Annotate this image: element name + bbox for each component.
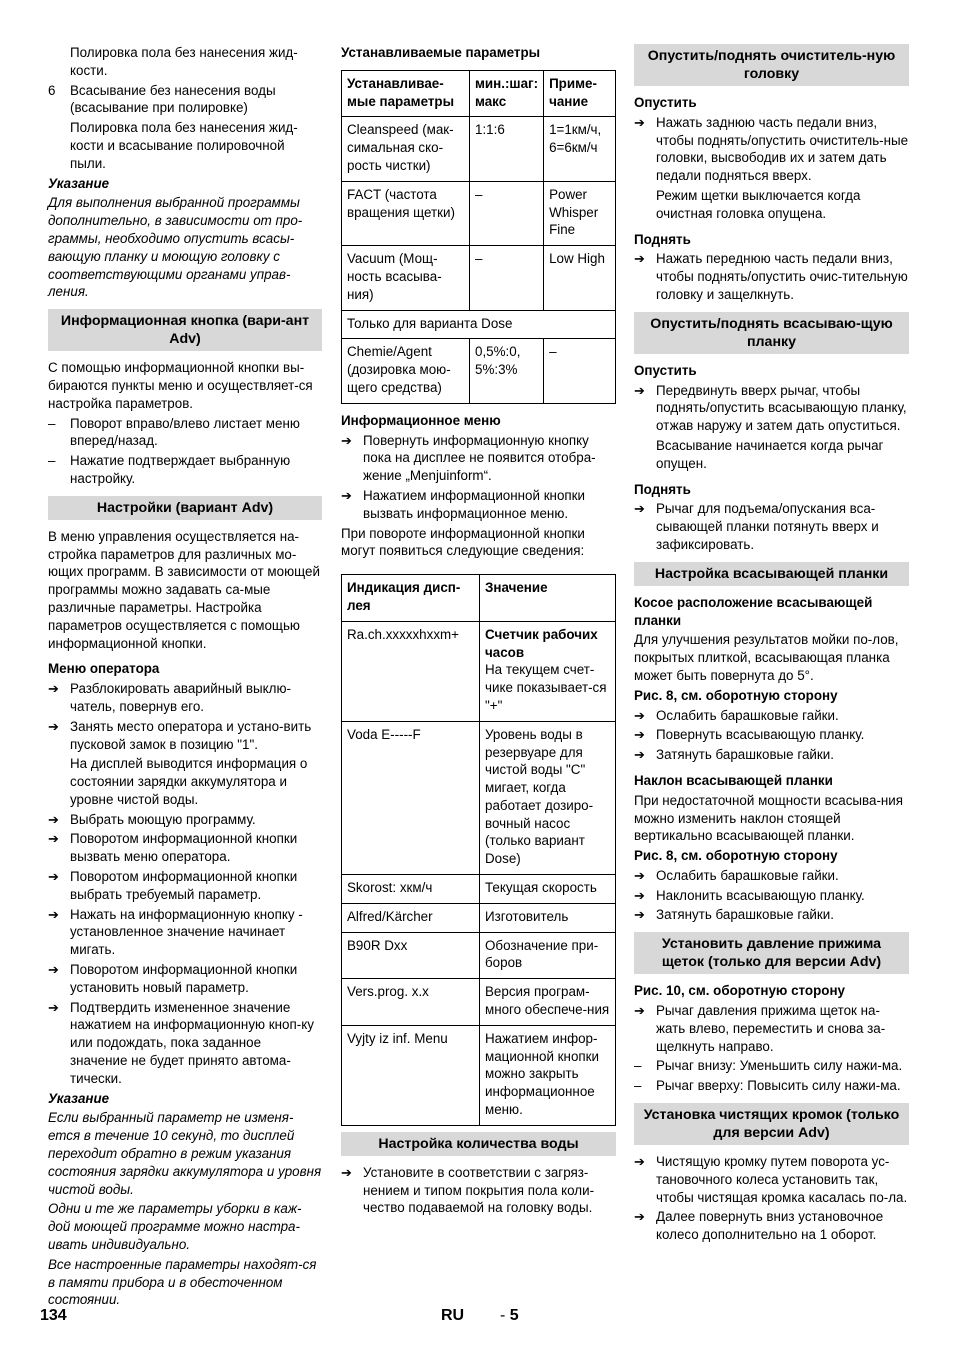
- step-item: ➔ Нажатием информационной кнопки вызвать информационное меню.: [341, 487, 585, 521]
- note-text: Если выбранный параметр не изменя-ется в течение 10 секунд, то дисплей переходит обратно в режим указания состояния зарядки аккумулятора и уровня чистой воды.: [48, 1110, 322, 1197]
- arrow-icon: ➔: [341, 1164, 352, 1180]
- step-item: ➔ Затянуть барашковые гайки.: [634, 907, 834, 923]
- paragraph: На дисплей выводится информация о состоянии зарядки аккумулятора и уровне чистой воды.: [70, 756, 308, 807]
- arrow-icon: ➔: [341, 432, 352, 448]
- arrow-icon: ➔: [341, 487, 352, 503]
- step-item: ➔ Рычаг для подъема/опускания вса-сывающей планки потянуть вверх и зафиксировать.: [634, 501, 879, 552]
- step-item: ➔ Выбрать моющую программу.: [48, 811, 256, 827]
- table-row: Ra.ch.xxxxxhxxm+ Счетчик рабочих часов На текущем счет-чике показывает-ся "+": [342, 621, 616, 721]
- arrow-icon: ➔: [634, 747, 645, 763]
- arrow-icon: ➔: [48, 681, 59, 697]
- note-text: Для выполнения выбранной программы дополнительно, в зависимости от про-граммы, необходимо опустить всасы-вающую планку и моющую головку с соответствующими органами управ-ления.: [48, 195, 303, 300]
- step-item: ➔ Далее повернуть вниз установочное колесо дополнительно на 1 оборот.: [634, 1209, 884, 1243]
- paragraph: Всасывание начинается когда рычаг опущен.: [656, 437, 884, 471]
- arrow-icon: ➔: [634, 382, 645, 398]
- params-table: [341, 70, 616, 404]
- note-text: Все настроенные параметры находят-ся в памяти прибора и в обесточенном состоянии.: [48, 1256, 317, 1308]
- arrow-icon: ➔: [634, 1209, 645, 1225]
- subheading: Поднять: [634, 481, 691, 497]
- paragraph: Для улучшения результатов мойки по-лов, покрытых плиткой, всасывающая планка может быть повернута до 5°.: [634, 632, 899, 683]
- table-header-row: Индикация дисп-лея Значение: [342, 575, 616, 622]
- dash-item: – Нажатие подтверждает выбранную настройку.: [48, 453, 291, 486]
- table-row: Skorost: хкм/ч Текущая скорость: [342, 875, 616, 904]
- arrow-icon: ➔: [634, 1003, 645, 1019]
- arrow-icon: ➔: [634, 887, 645, 903]
- step-item: ➔ Ослабить барашковые гайки.: [634, 867, 839, 883]
- page-number: 134: [40, 1307, 67, 1324]
- step-item: ➔ Нажать на информационную кнопку - установленное значение начинает мигать.: [48, 906, 303, 958]
- note-title: Указание: [48, 175, 110, 191]
- table-row: Только для варианта Dose: [342, 310, 616, 339]
- step-item: ➔ Рычаг давления прижима щеток на-жать влево, переместить и снова за-щелкнуть направо.: [634, 1003, 886, 1054]
- figure-ref: Рис. 10, см. оборотную сторону: [634, 983, 845, 999]
- step-item: ➔ Чистящую кромку путем поворота ус-тановочного колеса установить так, чтобы чистящая кромка касалась по-ла.: [634, 1154, 908, 1205]
- language-code: RU: [441, 1307, 465, 1324]
- dash-item: – Поворот вправо/влево листает меню вперед/назад.: [48, 415, 300, 449]
- paragraph: В меню управления осуществляется на-стройка параметров для различных мо-ющих программ. В зависимости от моющей программы можно задавать са-мые различные параметры. Настройка параметров осуществляется с помощью информационной кнопки.: [48, 528, 320, 651]
- dash-item: – Рычаг вверху: Повысить силу нажи-ма.: [634, 1078, 901, 1094]
- section-title-info-button: Информационная кнопка (вари-ант Adv): [48, 309, 322, 351]
- section-title-water: Настройка количества воды: [341, 1132, 616, 1156]
- arrow-icon: ➔: [48, 906, 59, 922]
- step-item: ➔ Установите в соответствии с загряз-нением и типом покрытия пола коли-чество подаваемой на головку воды.: [341, 1164, 595, 1216]
- arrow-icon: ➔: [634, 114, 645, 130]
- paragraph: Полировка пола без нанесения жид-кости.: [70, 45, 298, 78]
- section-title-squeegee-setting: Настройка всасывающей планки: [634, 562, 909, 586]
- table-row: Vers.prog. x.x Версия програм-много обеспече-ния: [342, 979, 616, 1026]
- paragraph: С помощью информационной кнопки вы-бираются пункты меню и осуществляет-ся настройка параметров.: [48, 360, 313, 411]
- paragraph: Полировка пола без нанесения жид-кости и всасывание полировочной пыли.: [70, 120, 298, 171]
- subheading: Наклон всасывающей планки: [634, 772, 833, 788]
- arrow-icon: ➔: [48, 811, 59, 827]
- arrow-icon: ➔: [634, 707, 645, 723]
- section-number: - 5: [500, 1307, 519, 1324]
- table-row: FACT (частота вращения щетки) – Power Whisper Fine: [342, 181, 616, 245]
- table-row: B90R Dxx Обозначение при-боров: [342, 932, 616, 979]
- subheading-params: Устанавливаемые параметры: [341, 45, 541, 60]
- table-header-row: Устанавливае-мые параметры мин.:шаг: макс Приме-чание: [342, 70, 616, 117]
- subheading: Косое расположение всасывающей планки: [634, 594, 873, 628]
- table-row: Alfred/Kärcher Изготовитель: [342, 903, 616, 932]
- figure-ref: Рис. 8, см. оборотную сторону: [634, 848, 838, 864]
- arrow-icon: ➔: [48, 718, 59, 734]
- step-item: ➔ Подтвердить измененное значение нажатием на информационную кноп-ку или подождать, пока заданное значение не будет принято автома-тически.: [48, 999, 314, 1086]
- step-item: ➔ Поворотом информационной кнопки установить новый параметр.: [48, 962, 298, 995]
- step-item: ➔ Повернуть информационную кнопку пока на дисплее не появится отобра-жение „Menjuinform“.: [341, 432, 596, 484]
- column-3: [634, 44, 909, 1246]
- display-table: [341, 574, 616, 1126]
- step-item: ➔ Поворотом информационной кнопки вызвать меню оператора.: [48, 831, 298, 865]
- step-item: ➔ Наклонить всасывающую планку.: [634, 887, 865, 903]
- arrow-icon: ➔: [634, 907, 645, 923]
- arrow-icon: ➔: [48, 962, 59, 978]
- step-item: ➔ Затянуть барашковые гайки.: [634, 747, 834, 763]
- subheading: Опустить: [634, 362, 697, 378]
- step-item: ➔ Разблокировать аварийный выклю-чатель, повернув его.: [48, 681, 291, 714]
- dash-item: – Рычаг внизу: Уменьшить силу нажи-ма.: [634, 1058, 903, 1074]
- table-row: Vacuum (Мощ-ность всасыва-ния) – Low High: [342, 246, 616, 310]
- note-title: Указание: [48, 1090, 110, 1106]
- arrow-icon: ➔: [634, 501, 645, 517]
- column-1: [48, 44, 322, 1311]
- subheading: Опустить: [634, 95, 697, 110]
- arrow-icon: ➔: [48, 831, 59, 847]
- table-row: Vyjty iz inf. Menu Нажатием инфор-мационной кнопки можно закрыть информационное меню.: [342, 1025, 616, 1125]
- arrow-icon: ➔: [48, 869, 59, 885]
- step-item: ➔ Нажать переднюю часть педали вниз, чтобы поднять/опустить очис-тительную головку и защелкнуть.: [634, 251, 908, 302]
- figure-ref: Рис. 8, см. оборотную сторону: [634, 687, 838, 703]
- section-title-cleaning-head: Опустить/поднять очиститель-ную головку: [634, 44, 909, 86]
- column-2: [341, 44, 616, 1219]
- section-title-squeegee: Опустить/поднять всасываю-щую планку: [634, 312, 909, 354]
- step-item: ➔ Нажать заднюю часть педали вниз, чтобы поднять/опустить очиститель-ные головки, высвободив их и затем дать педали подняться вверх.: [634, 114, 909, 184]
- paragraph: При недостаточной мощности всасыва-ния можно изменить наклон стоящей вертикально всасывающей планки.: [634, 792, 904, 844]
- table-row: Cleanspeed (мак-симальная ско-рость чистки) 1:1:6 1=1км/ч, 6=6км/ч: [342, 117, 616, 181]
- table-row: Voda E-----F Уровень воды в резервуаре для чистой воды "C" мигает, когда работает дозиро-вочный насос (только вариант Dose): [342, 721, 616, 874]
- step-item: ➔ Повернуть всасывающую планку.: [634, 727, 865, 743]
- paragraph: При повороте информационной кнопки могут появиться следующие сведения:: [341, 525, 585, 559]
- note-text: Одни и те же параметры уборки в каж-дой моющей программе можно настра-ивать индивидуально.: [48, 1201, 302, 1253]
- step-item: ➔ Поворотом информационной кнопки выбрать требуемый параметр.: [48, 869, 298, 902]
- subheading: Поднять: [634, 231, 691, 247]
- arrow-icon: ➔: [48, 999, 59, 1015]
- arrow-icon: ➔: [634, 867, 645, 883]
- table-row: Chemie/Agent (дозировка мою-щего средства) 0,5%:0, 5%:3% –: [342, 339, 616, 403]
- numbered-item-6: 6 Всасывание без нанесения воды (всасывание при полировке): [48, 82, 276, 116]
- section-title-brush-pressure: Установить давление прижима щеток (только для версии Adv): [634, 932, 909, 974]
- arrow-icon: ➔: [634, 727, 645, 743]
- subheading-info-menu: Информационное меню: [341, 412, 501, 428]
- subheading-operator-menu: Меню оператора: [48, 661, 160, 677]
- arrow-icon: ➔: [634, 1154, 645, 1170]
- step-item: ➔ Ослабить барашковые гайки.: [634, 707, 839, 723]
- arrow-icon: ➔: [634, 251, 645, 267]
- section-title-cleaning-edges: Установка чистящих кромок (только для версии Adv): [634, 1103, 909, 1145]
- step-item: ➔ Передвинуть вверх рычаг, чтобы поднять/опустить всасывающую планку, отжав наружу и затем дать опуститься.: [634, 382, 907, 434]
- step-item: ➔ Занять место оператора и устано-вить пусковой замок в позицию "1".: [48, 718, 312, 752]
- paragraph: Режим щетки выключается когда очистная головка опущена.: [656, 187, 861, 221]
- section-title-settings: Настройки (вариант Adv): [48, 496, 322, 520]
